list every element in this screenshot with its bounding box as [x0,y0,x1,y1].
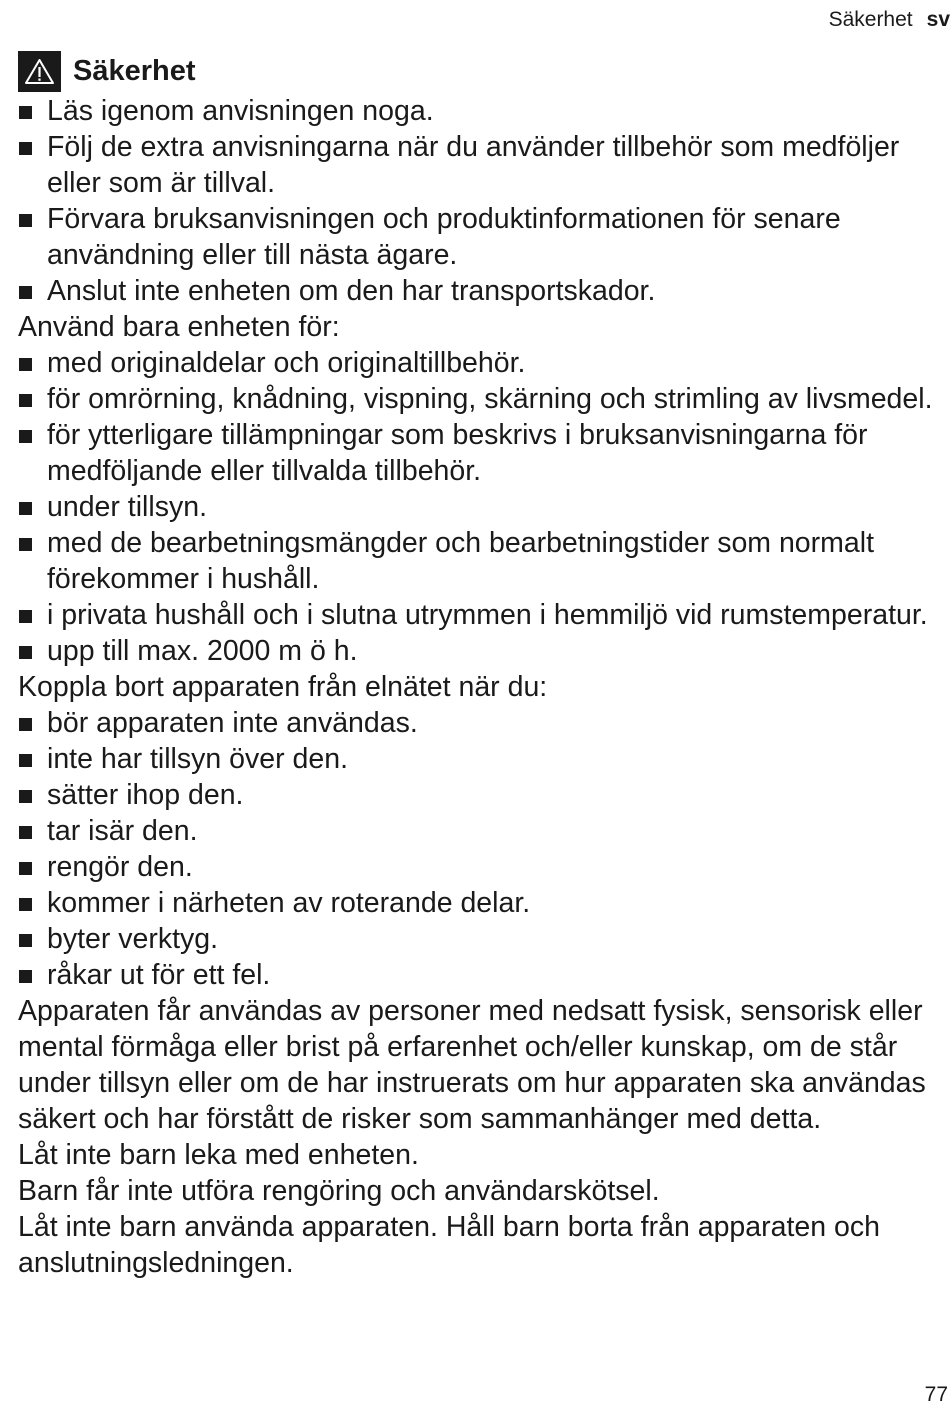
page-title: Säkerhet [73,55,196,87]
list-item: för ytterligare tillämpningar som beskrivs i bruksanvisningarna för medföljande eller tillvalda tillbehör. [18,417,944,489]
body-paragraph: Låt inte barn leka med enheten. [18,1139,419,1171]
header-section-title: Säkerhet [828,8,913,31]
list-item: under tillsyn. [18,489,944,525]
running-header [829,8,950,32]
list-item: Förvara bruksanvisningen och produktinformationen för senare användning eller till nästa ägare. [18,201,944,273]
list-item: med originaldelar och originaltillbehör. [18,345,944,381]
list-item: sätter ihop den. [18,777,944,813]
list-item: kommer i närheten av roterande delar. [18,885,944,921]
warning-triangle-icon [18,51,61,92]
body-paragraph: Apparaten får användas av personer med nedsatt fysisk, sensorisk eller mental förmåga eller brist på erfarenhet och/eller kunskap, om de står under tillsyn eller om de har instruerats om hur apparaten ska användas säkert och har förstått de risker som sammanhänger med detta. [18,995,926,1135]
page-content [18,49,944,1281]
list-item: Följ de extra anvisningarna när du använder tillbehör som medföljer eller som är tillval. [18,129,944,201]
list-item: rengör den. [18,849,944,885]
list-item: Läs igenom anvisningen noga. [18,93,944,129]
list-item: tar isär den. [18,813,944,849]
list-item: i privata hushåll och i slutna utrymmen i hemmiljö vid rumstemperatur. [18,597,944,633]
page-number: 77 [924,1383,948,1406]
section-heading [18,49,944,93]
intended-use-intro: Använd bara enheten för: [18,311,340,343]
header-language-code: sv [926,8,950,31]
list-item: Anslut inte enheten om den har transportskador. [18,273,944,309]
list-item: råkar ut för ett fel. [18,957,944,993]
list-item: bör apparaten inte användas. [18,705,944,741]
body-paragraph: Barn får inte utföra rengöring och användarskötsel. [18,1175,660,1207]
intended-use-list [18,345,944,669]
body-paragraph: Låt inte barn använda apparaten. Håll barn borta från apparaten och anslutningsledningen. [18,1211,880,1279]
disconnect-list [18,705,944,993]
list-item: med de bearbetningsmängder och bearbetningstider som normalt förekommer i hushåll. [18,525,944,597]
list-item: byter verktyg. [18,921,944,957]
list-item: för omrörning, knådning, vispning, skärning och strimling av livsmedel. [18,381,944,417]
general-safety-list [18,93,944,309]
list-item: upp till max. 2000 m ö h. [18,633,944,669]
list-item: inte har tillsyn över den. [18,741,944,777]
disconnect-intro: Koppla bort apparaten från elnätet när du: [18,671,548,703]
